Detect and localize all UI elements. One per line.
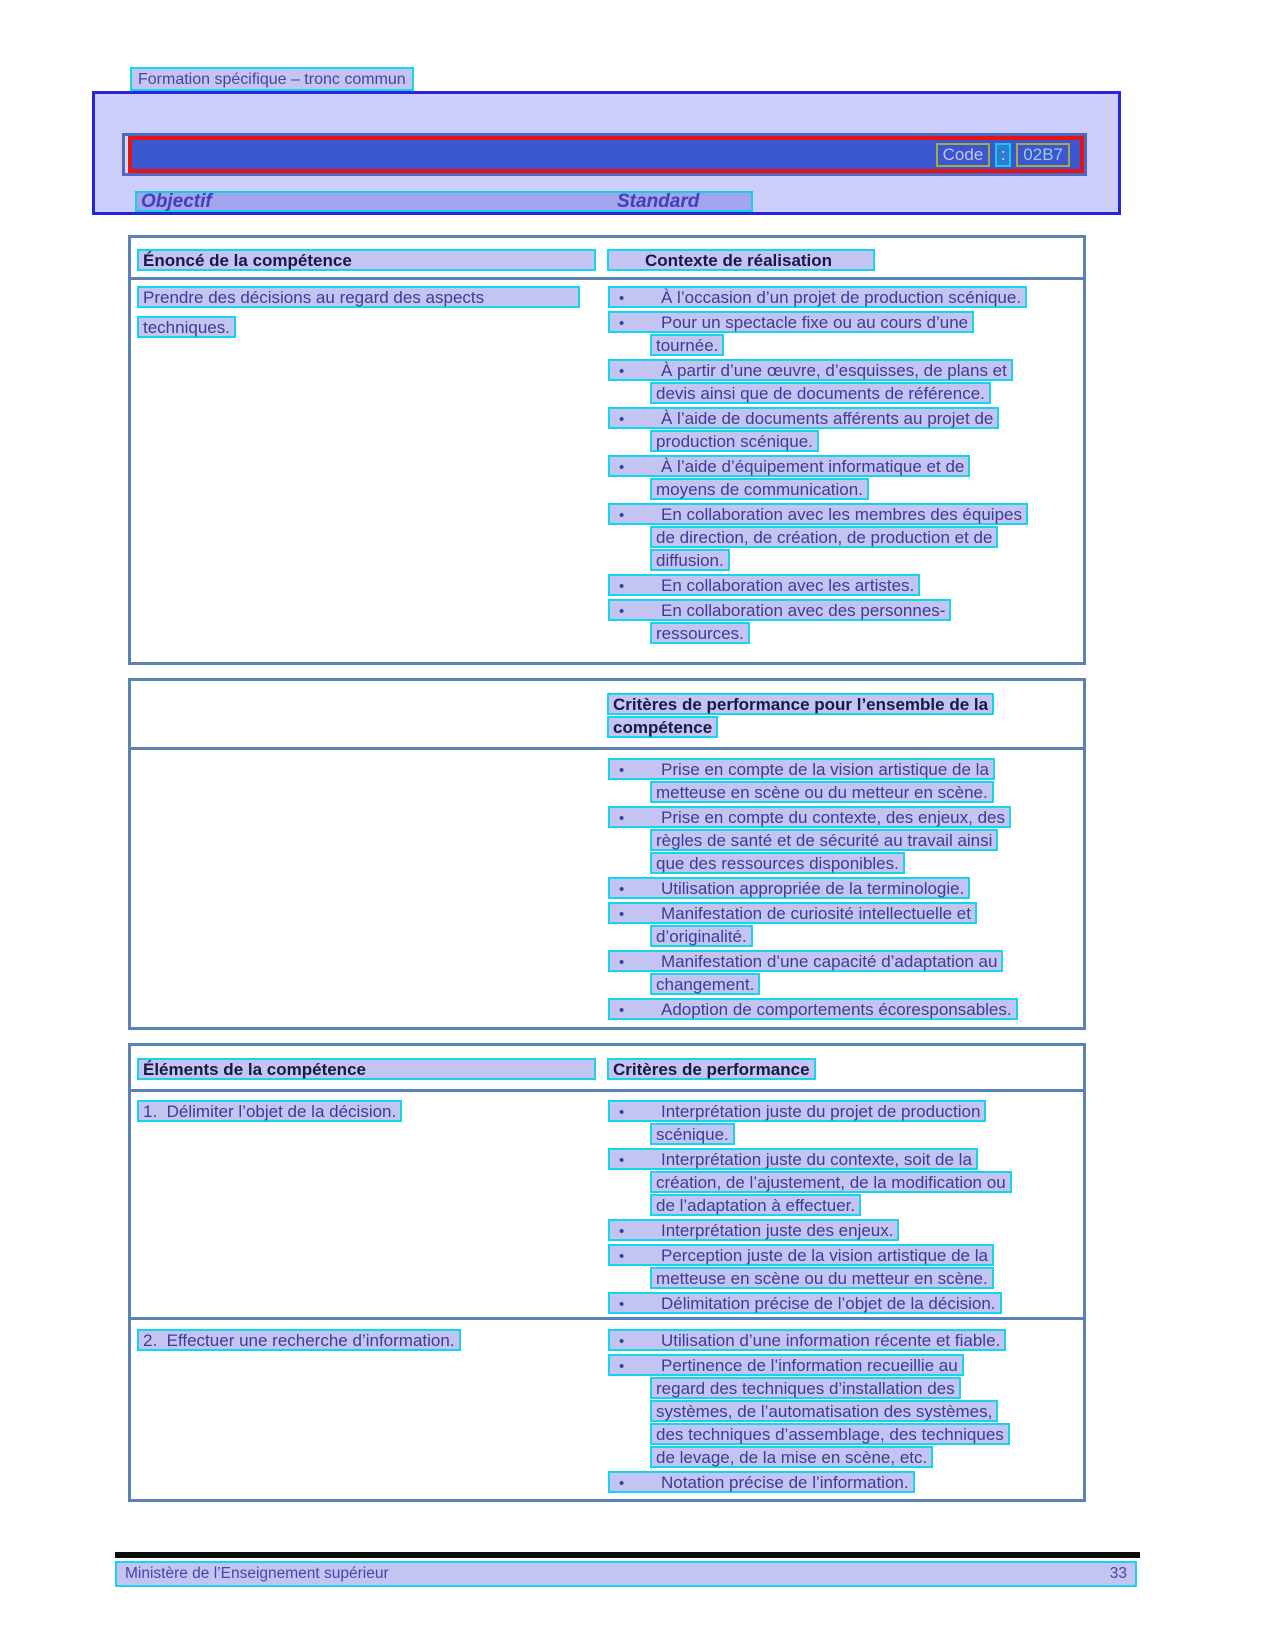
bullet-icon: • — [619, 1333, 625, 1350]
cell-right — [605, 1092, 1083, 1317]
text-line: création, de l’ajustement, de la modification ou — [650, 1171, 1012, 1193]
bullet-icon: • — [619, 1248, 625, 1265]
text-line: Prendre des décisions au regard des aspects — [137, 286, 580, 308]
header-cell-left — [131, 1058, 605, 1089]
header-text: compétence — [607, 716, 718, 738]
bullet-icon: • — [619, 290, 625, 307]
header-cell-right — [605, 1058, 1083, 1089]
header-text: Critères de performance — [607, 1058, 816, 1080]
bullet-item — [605, 998, 1083, 1021]
text-line: • Pertinence de l’information recueillie au — [608, 1354, 964, 1376]
table-header-row — [131, 681, 1083, 750]
code-separator: : — [995, 143, 1011, 167]
bullet-icon: • — [619, 459, 625, 476]
bullet-item — [605, 1354, 1083, 1469]
text-line: • Utilisation appropriée de la terminologie. — [608, 877, 970, 899]
text-line: • Perception juste de la vision artistique de la — [608, 1244, 994, 1266]
cell-left — [131, 1092, 605, 1317]
text-line: • À l’occasion d’un projet de production scénique. — [608, 286, 1027, 308]
footer-bar — [115, 1561, 1137, 1587]
text-line: moyens de communication. — [650, 478, 869, 500]
page-number: 33 — [1109, 1565, 1127, 1582]
header-text: Éléments de la compétence — [137, 1058, 596, 1080]
footer-left-text: Ministère de l’Enseignement supérieur — [125, 1565, 389, 1582]
bullet-item — [605, 1100, 1083, 1146]
text-line: • Manifestation de curiosité intellectuelle et — [608, 902, 977, 924]
text-line: • À l’aide de documents afférents au projet de — [608, 407, 999, 429]
text-line: règles de santé et de sécurité au travail ainsi — [650, 829, 998, 851]
header-note-text: Formation spécifique – tronc commun — [130, 67, 414, 91]
header-cell-left — [131, 249, 605, 277]
text-line: • Prise en compte de la vision artistique de la — [608, 758, 995, 780]
table-row — [131, 280, 1083, 647]
table-header-row — [131, 1046, 1083, 1092]
table-criteres-ensemble — [128, 678, 1086, 1030]
text-line: metteuse en scène ou du metteur en scène. — [650, 781, 994, 803]
header-cell-left — [131, 693, 605, 747]
text-line: de levage, de la mise en scène, etc. — [650, 1446, 933, 1468]
cell-right — [605, 750, 1083, 1023]
text-line: • En collaboration avec les membres des équipes — [608, 503, 1028, 525]
bullet-icon: • — [619, 1475, 625, 1492]
text-line: • Interprétation juste du contexte, soit de la — [608, 1148, 978, 1170]
title-banner-inner — [128, 136, 1084, 173]
bullet-icon: • — [619, 1152, 625, 1169]
objectif-heading: Objectif — [141, 191, 212, 212]
table-row — [131, 1317, 1083, 1496]
text-line: • Interprétation juste des enjeux. — [608, 1219, 899, 1241]
header-text: Contexte de réalisation — [607, 249, 875, 271]
text-line: • Pour un spectacle fixe ou au cours d’une — [608, 311, 974, 333]
bullet-icon: • — [619, 315, 625, 332]
bullet-item — [605, 950, 1083, 996]
objectif-standard-row — [135, 191, 753, 212]
text-line: ressources. — [650, 622, 750, 644]
cell-left — [131, 750, 605, 1023]
footer-rule — [115, 1552, 1140, 1558]
text-line: systèmes, de l’automatisation des systèmes, — [650, 1400, 998, 1422]
text-line: scénique. — [650, 1123, 735, 1145]
bullet-item — [605, 599, 1083, 645]
table-elements-competence — [128, 1043, 1086, 1502]
bullet-icon: • — [619, 1358, 625, 1375]
text-line: 1. Délimiter l’objet de la décision. — [137, 1100, 402, 1122]
text-line: • Délimitation précise de l’objet de la décision. — [608, 1292, 1002, 1314]
text-line: des techniques d’assemblage, des techniques — [650, 1423, 1010, 1445]
bullet-item — [605, 574, 1083, 597]
bullet-item — [605, 503, 1083, 572]
text-line: que des ressources disponibles. — [650, 852, 905, 874]
bullet-item — [605, 806, 1083, 875]
bullet-icon: • — [619, 906, 625, 923]
bullet-item — [605, 758, 1083, 804]
text-line: • En collaboration avec des personnes- — [608, 599, 951, 621]
text-line: metteuse en scène ou du metteur en scène. — [650, 1267, 994, 1289]
text-line: de l’adaptation à effectuer. — [650, 1194, 861, 1216]
bullet-icon: • — [619, 507, 625, 524]
bullet-icon: • — [619, 1223, 625, 1240]
bullet-icon: • — [619, 578, 625, 595]
bullet-item — [605, 1471, 1083, 1494]
text-line: • Interprétation juste du projet de production — [608, 1100, 986, 1122]
text-line: de direction, de création, de production et de — [650, 526, 998, 548]
bullet-item — [605, 311, 1083, 357]
text-line: devis ainsi que de documents de référence. — [650, 382, 991, 404]
text-line: 2. Effectuer une recherche d’information. — [137, 1329, 461, 1351]
bullet-icon: • — [619, 954, 625, 971]
text-line: • Notation précise de l’information. — [608, 1471, 915, 1493]
bullet-icon: • — [619, 411, 625, 428]
bullet-icon: • — [619, 603, 625, 620]
bullet-icon: • — [619, 1296, 625, 1313]
header-text: Critères de performance pour l’ensemble de la — [607, 693, 994, 715]
table-row — [131, 1092, 1083, 1317]
cell-right — [605, 280, 1083, 647]
text-line: • Adoption de comportements écoresponsables. — [608, 998, 1018, 1020]
table-row — [131, 750, 1083, 1023]
text-line: • À l’aide d’équipement informatique et de — [608, 455, 970, 477]
intro-box — [92, 91, 1121, 215]
table-enonce-competence — [128, 235, 1086, 665]
code-value: 02B7 — [1016, 143, 1070, 167]
text-line: techniques. — [137, 316, 236, 338]
text-line: • Prise en compte du contexte, des enjeux, des — [608, 806, 1011, 828]
text-line: • À partir d’une œuvre, d’esquisses, de plans et — [608, 359, 1013, 381]
bullet-icon: • — [619, 881, 625, 898]
bullet-item — [605, 359, 1083, 405]
bullet-item — [605, 407, 1083, 453]
text-line: d’originalité. — [650, 925, 753, 947]
code-label: Code — [936, 143, 991, 167]
bullet-icon: • — [619, 1104, 625, 1121]
standard-heading: Standard — [617, 191, 700, 212]
text-line: regard des techniques d’installation des — [650, 1377, 961, 1399]
text-line: • Manifestation d’une capacité d’adaptation au — [608, 950, 1003, 972]
bullet-item — [605, 1244, 1083, 1290]
bullet-item — [605, 902, 1083, 948]
footer — [115, 1561, 1137, 1587]
header-cell-right — [605, 249, 1083, 277]
text-line: • Utilisation d’une information récente et fiable. — [608, 1329, 1006, 1351]
title-banner — [122, 133, 1087, 176]
cell-right — [605, 1320, 1083, 1496]
header-text: Énoncé de la compétence — [137, 249, 596, 271]
bullet-item — [605, 1292, 1083, 1315]
text-line: changement. — [650, 973, 760, 995]
text-line: tournée. — [650, 334, 724, 356]
header-cell-right — [605, 693, 1083, 747]
bullet-item — [605, 1219, 1083, 1242]
cell-left — [131, 1320, 605, 1496]
bullet-icon: • — [619, 762, 625, 779]
bullet-item — [605, 455, 1083, 501]
text-line: production scénique. — [650, 430, 819, 452]
text-line: diffusion. — [650, 549, 730, 571]
cell-left — [131, 280, 605, 647]
text-line: • En collaboration avec les artistes. — [608, 574, 920, 596]
bullet-item — [605, 877, 1083, 900]
bullet-icon: • — [619, 1002, 625, 1019]
header-note — [130, 67, 414, 91]
bullet-item — [605, 1148, 1083, 1217]
table-header-row — [131, 238, 1083, 280]
bullet-item — [605, 1329, 1083, 1352]
bullet-icon: • — [619, 810, 625, 827]
bullet-item — [605, 286, 1083, 309]
bullet-icon: • — [619, 363, 625, 380]
